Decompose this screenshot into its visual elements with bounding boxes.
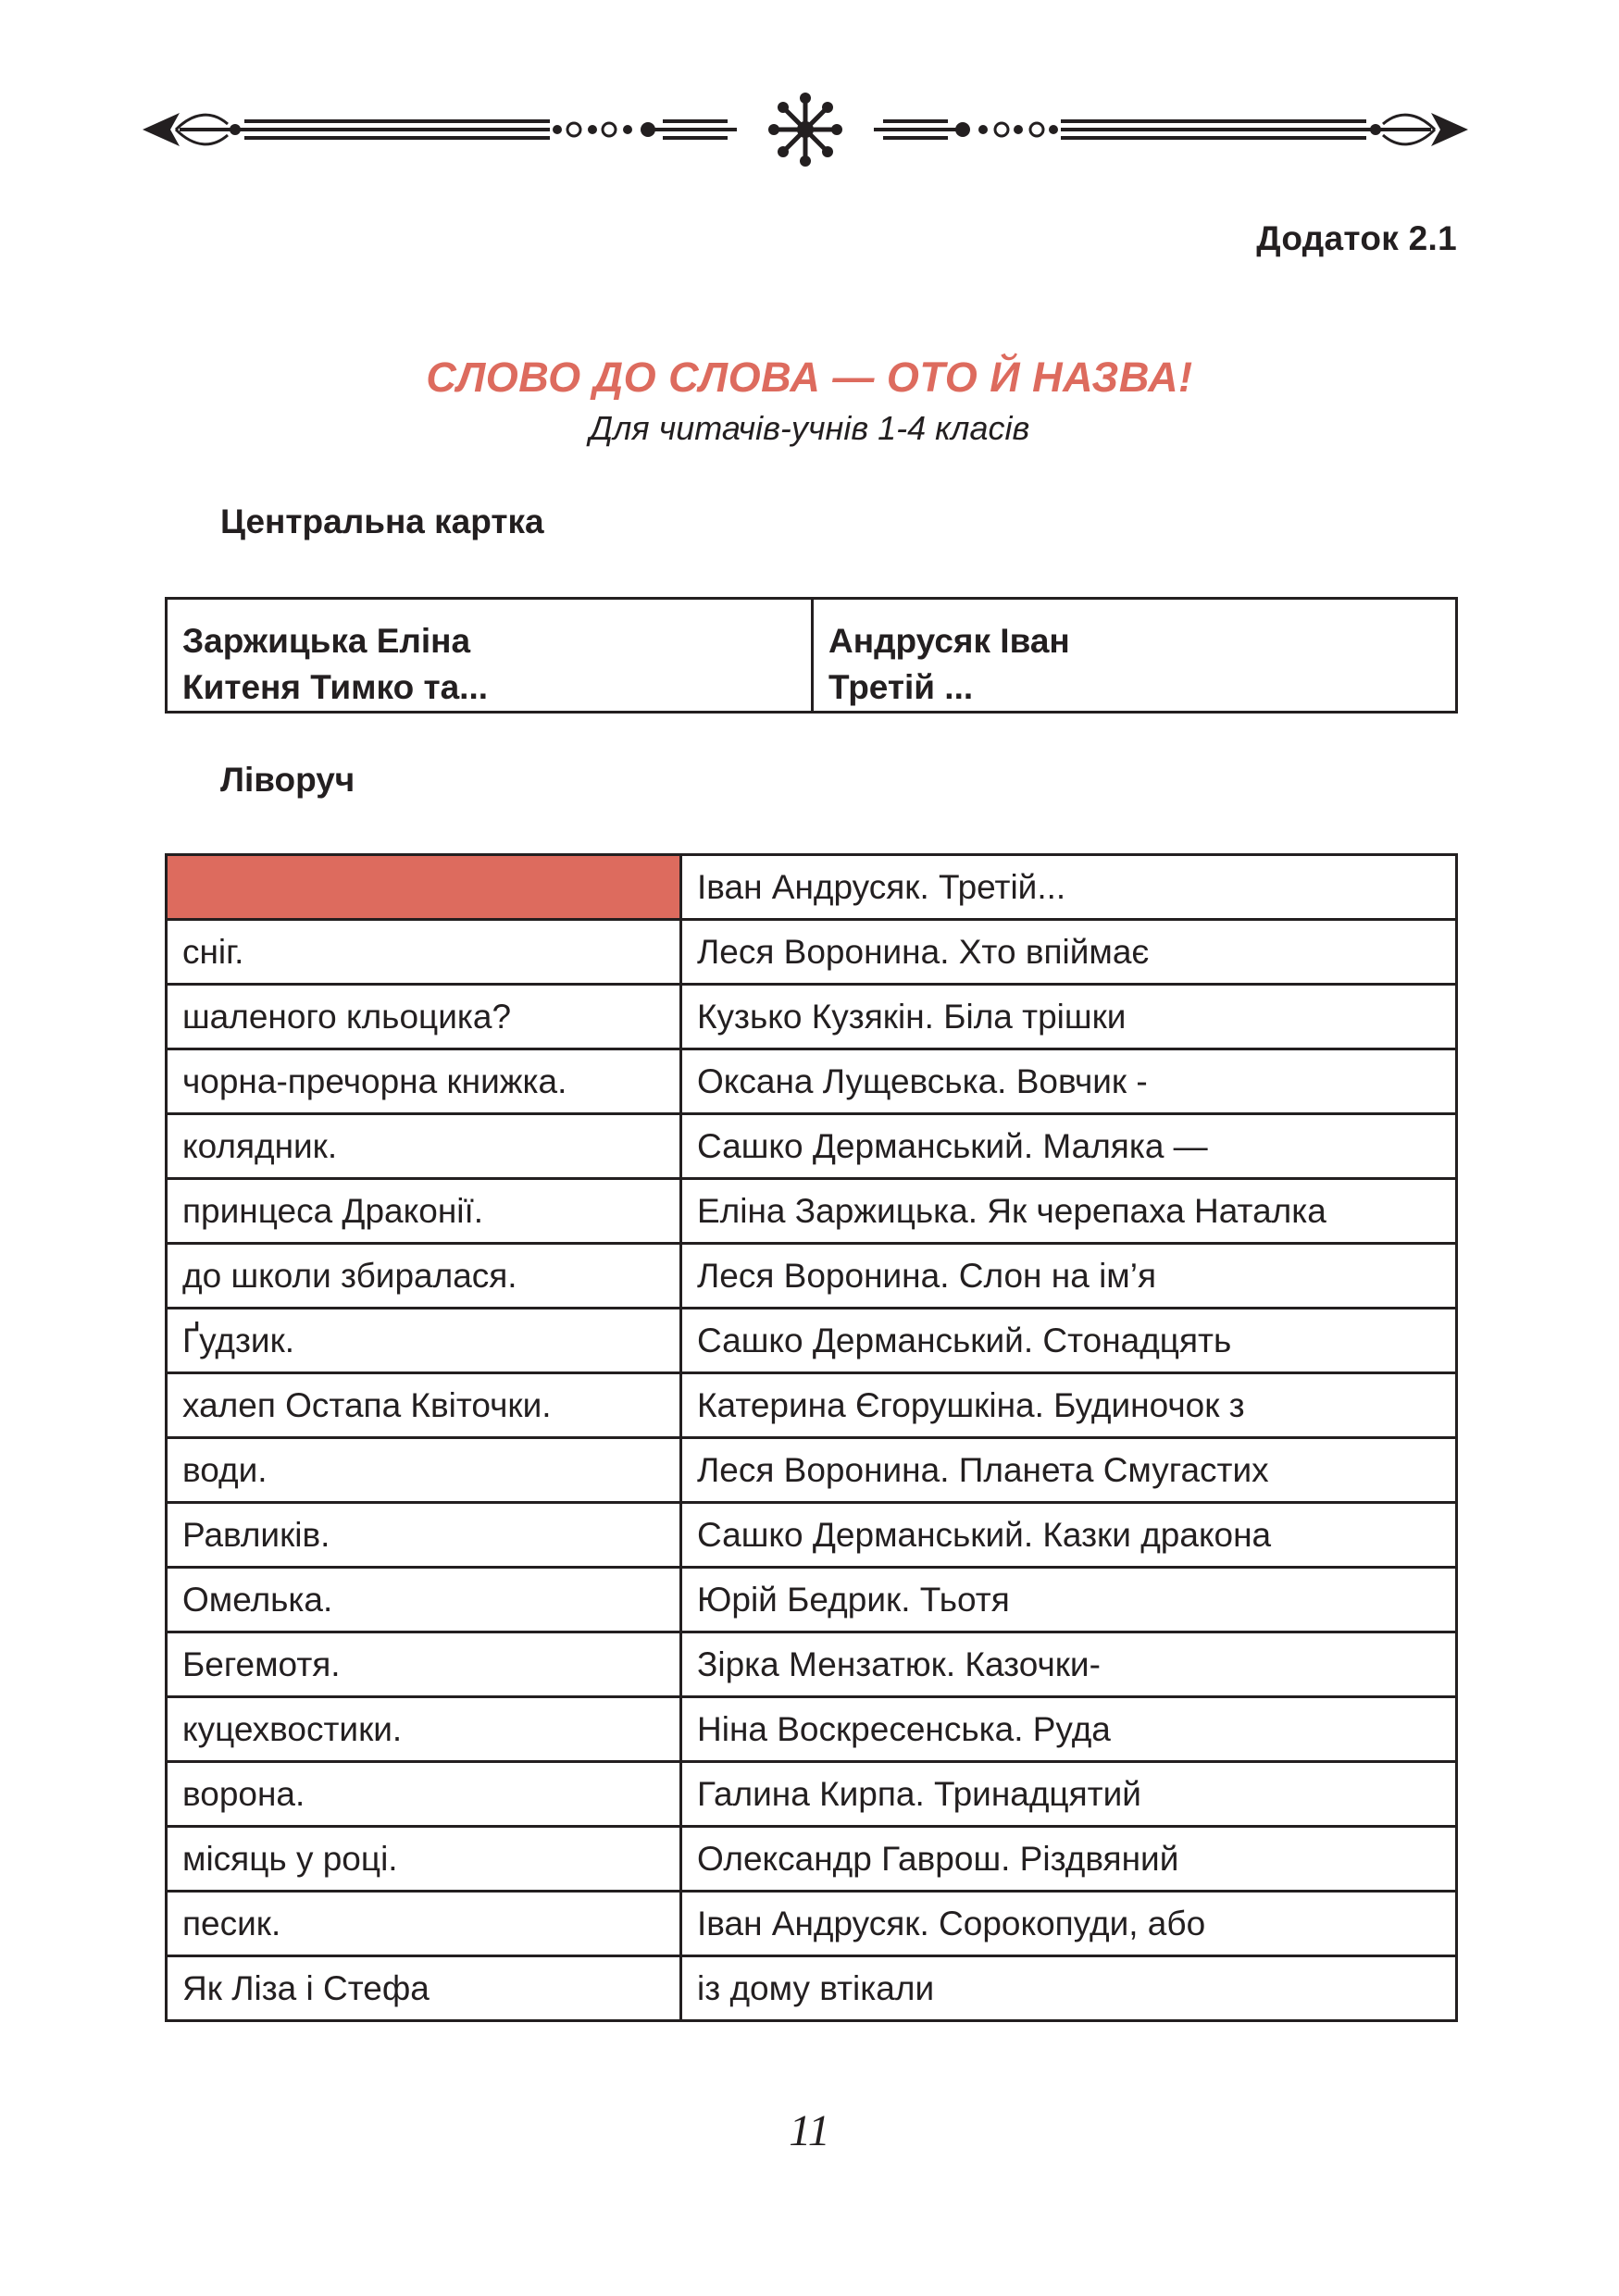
row-right-cell: Сашко Дерманський. Маляка — — [681, 1114, 1457, 1179]
row-right-cell: Юрій Бедрик. Тьотя — [681, 1568, 1457, 1632]
table-row — [167, 1697, 1457, 1762]
table-row — [167, 1049, 1457, 1114]
row-left-cell: песик. — [167, 1892, 681, 1956]
row-right-cell: Леся Воронина. Планета Смугастих — [681, 1438, 1457, 1503]
central-card-table — [165, 597, 1458, 714]
row-right-cell: Леся Воронина. Слон на ім’я — [681, 1244, 1457, 1309]
central-card-right-cell — [814, 600, 1455, 711]
central-card-right-line2: Третій ... — [828, 668, 974, 706]
row-right-cell: Кузько Кузякін. Біла трішки — [681, 985, 1457, 1049]
row-left-cell: колядник. — [167, 1114, 681, 1179]
row-right-cell: Олександр Гаврош. Різдвяний — [681, 1827, 1457, 1892]
row-right-cell: Еліна Заржицька. Як черепаха Наталка — [681, 1179, 1457, 1244]
row-right-cell: Ніна Воскресенська. Руда — [681, 1697, 1457, 1762]
table-row — [167, 1503, 1457, 1568]
table-row — [167, 1568, 1457, 1632]
row-left-cell: місяць у році. — [167, 1827, 681, 1892]
central-card-left-line2: Китеня Тимко та... — [182, 668, 489, 706]
row-left-cell: Равликів. — [167, 1503, 681, 1568]
row-left-cell: ворона. — [167, 1762, 681, 1827]
row-right-cell: Галина Кирпа. Тринадцятий — [681, 1762, 1457, 1827]
table-row — [167, 855, 1457, 920]
row-left-cell: Як Ліза і Стефа — [167, 1956, 681, 2021]
page-subtitle: Для читачів-учнів 1-4 класів — [589, 409, 1030, 447]
central-card-right-line1: Андрусяк Іван — [828, 622, 1070, 660]
highlighted-cell — [167, 855, 681, 920]
table-row — [167, 1438, 1457, 1503]
table-row — [167, 920, 1457, 985]
central-card-left-cell — [168, 600, 814, 711]
table-row — [167, 1762, 1457, 1827]
row-left-cell: Омелька. — [167, 1568, 681, 1632]
table-row — [167, 1827, 1457, 1892]
row-left-cell: шаленого кльоцика? — [167, 985, 681, 1049]
left-cards-table-body — [167, 855, 1457, 2021]
left-section-label: Ліворуч — [220, 761, 355, 799]
row-left-cell: чорна-пречорна книжка. — [167, 1049, 681, 1114]
row-right-cell: Оксана Лущевська. Вовчик - — [681, 1049, 1457, 1114]
row-left-cell: сніг. — [167, 920, 681, 985]
row-left-cell: Бегемотя. — [167, 1632, 681, 1697]
table-row — [167, 1373, 1457, 1438]
row-left-cell: куцехвостики. — [167, 1697, 681, 1762]
table-row — [167, 1244, 1457, 1309]
page-title: СЛОВО ДО СЛОВА — ОТО Й НАЗВА! — [426, 354, 1193, 401]
row-left-cell: халеп Остапа Квіточки. — [167, 1373, 681, 1438]
row-right-cell: Сашко Дерманський. Стонадцять — [681, 1309, 1457, 1373]
ornament-divider-icon — [139, 93, 1472, 167]
table-row — [167, 1956, 1457, 2021]
table-row — [167, 1309, 1457, 1373]
row-right-cell: із дому втікали — [681, 1956, 1457, 2021]
row-right-cell: Сашко Дерманський. Казки дракона — [681, 1503, 1457, 1568]
row-right-cell: Катерина Єгорушкіна. Будиночок з — [681, 1373, 1457, 1438]
row-right-cell: Іван Андрусяк. Сорокопуди, або — [681, 1892, 1457, 1956]
page-number: 11 — [789, 2106, 830, 2155]
appendix-label: Додаток 2.1 — [1256, 219, 1457, 257]
row-right-cell: Зірка Мензатюк. Казочки- — [681, 1632, 1457, 1697]
row-left-cell: води. — [167, 1438, 681, 1503]
row-right-cell: Леся Воронина. Хто впіймає — [681, 920, 1457, 985]
table-row — [167, 1114, 1457, 1179]
central-card-left-line1: Заржицька Еліна — [182, 622, 471, 660]
table-row — [167, 1892, 1457, 1956]
left-cards-table — [165, 853, 1458, 2022]
row-left-cell: Ґудзик. — [167, 1309, 681, 1373]
central-card-label: Центральна картка — [220, 503, 544, 540]
table-row — [167, 1632, 1457, 1697]
row-left-cell: принцеса Драконії. — [167, 1179, 681, 1244]
row-left-cell: до школи збиралася. — [167, 1244, 681, 1309]
row-right-cell: Іван Андрусяк. Третій... — [681, 855, 1457, 920]
table-row — [167, 1179, 1457, 1244]
table-row — [167, 985, 1457, 1049]
